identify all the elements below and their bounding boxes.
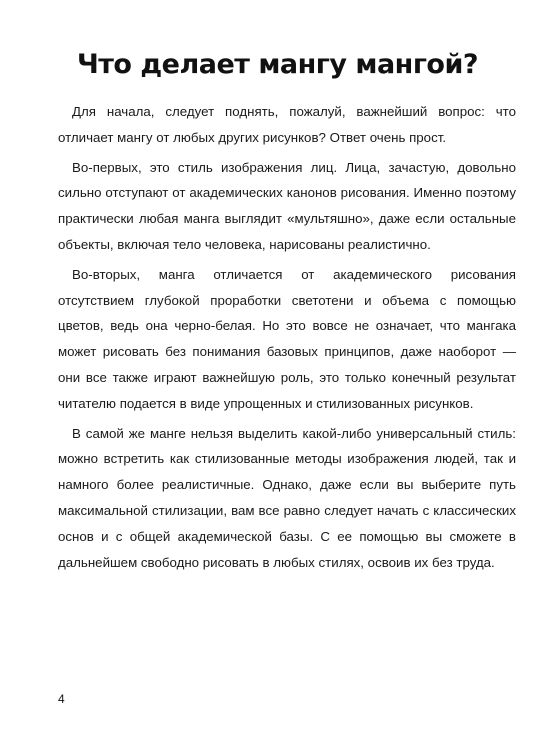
page-number: 4: [58, 692, 65, 706]
paragraph-2: Во-первых, это стиль изображения лиц. Лица, зачастую, довольно сильно отступают от академических канонов рисования. Именно поэтому практически любая манга выглядит «мультяшно», даже если остальные объекты, включая тело человека, нарисованы реалистично.: [58, 159, 516, 252]
paragraph-4: В самой же манге нельзя выделить какой-либо универсальный стиль: можно встретить как стилизованные методы изображения людей, так и намного более реалистичные. Однако, даже если вы выберите путь максимальной стилизации, вам все равно следует начать с классических основ и с общей академической базы. С ее помощью вы сможете в дальнейшем свободно рисовать в любых стилях, освоив их без труда.: [58, 425, 516, 570]
paragraph-3: Во-вторых, манга отличается от академического рисования отсутствием глубокой проработки светотени и объема с помощью цветов, ведь она черно-белая. Но это вовсе не означает, что мангака может рисовать без понимания базовых принципов, даже наоборот — они все также играют важнейшую роль, это только конечный результат читателю подается в виде упрощенных и стилизованных рисунков.: [58, 266, 516, 411]
page-title: Что делает мангу мангой?: [76, 49, 479, 80]
body-text: [58, 99, 516, 579]
paragraph-1: Для начала, следует поднять, пожалуй, важнейший вопрос: что отличает мангу от любых других рисунков? Ответ очень прост.: [58, 104, 516, 145]
